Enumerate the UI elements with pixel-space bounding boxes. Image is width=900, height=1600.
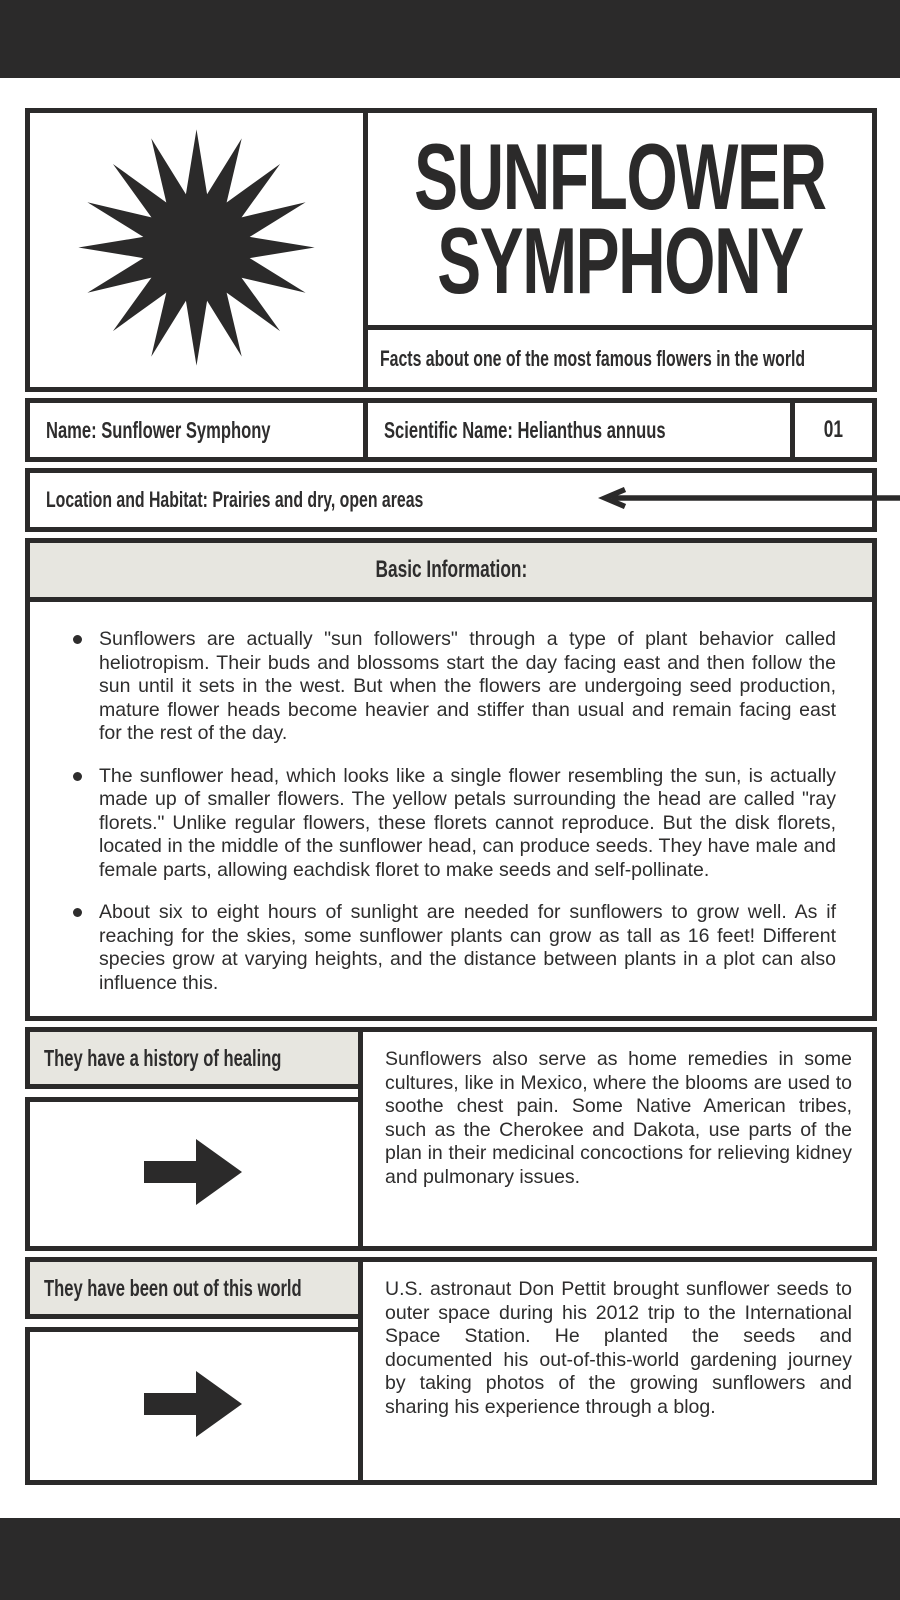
- arrow-right-icon: [142, 1365, 246, 1448]
- arrow-right-icon: [142, 1133, 246, 1216]
- section-space-left: [25, 1257, 363, 1485]
- basic-information-bar: [25, 538, 877, 602]
- section-healing: [25, 1027, 877, 1251]
- section-space-arrow-box: [25, 1327, 363, 1485]
- fact-bullet: The sunflower head, which looks like a single flower resembling the sun, is actually made up of smaller flowers. The yellow petals surrounding the head are called "ray florets." Unlike regular flowers, these florets cannot reproduce. But the disk florets, located in the middle of the sunflower head, can produce seeds. They have male and female parts, allowing eachdisk floret to make seeds and self-pollinate.: [72, 765, 836, 883]
- location-label: Location and Habitat: Prairies and dry, open areas: [46, 487, 424, 512]
- basic-information-heading: Basic Information:: [375, 556, 527, 583]
- page-title: [368, 113, 872, 325]
- location-row: [25, 468, 877, 532]
- section-healing-left: [25, 1027, 363, 1251]
- title-cell: [368, 113, 872, 387]
- title-line-1: SUNFLOWER: [414, 124, 826, 229]
- scientific-name-label: Scientific Name: Helianthus annuus: [384, 416, 666, 443]
- page-number-cell: [790, 403, 872, 457]
- page-number: 01: [823, 416, 844, 443]
- fact-bullet-list: [72, 628, 836, 995]
- bottom-band: [0, 1518, 900, 1600]
- arrow-left-icon: [598, 487, 900, 514]
- title-line-2: SYMPHONY: [437, 208, 803, 313]
- subtitle-bar: [368, 325, 872, 387]
- fact-bullet: About six to eight hours of sunlight are needed for sunflowers to grow well. As if reaching for the skies, some sunflower plants can grow as tall as 16 feet! Different species grow at varying heights, and the distance between plants in a plot can also influence this.: [72, 901, 836, 995]
- top-band: [0, 0, 900, 78]
- starburst-icon: [74, 125, 319, 375]
- section-healing-heading-box: [25, 1027, 363, 1089]
- subtitle-text: Facts about one of the most famous flowers in the world: [380, 345, 806, 371]
- name-label: Name: Sunflower Symphony: [46, 416, 271, 443]
- name-row: [25, 398, 877, 462]
- section-space-heading: They have been out of this world: [44, 1274, 302, 1301]
- header-section: [25, 108, 877, 392]
- section-healing-body: Sunflowers also serve as home remedies in some cultures, like in Mexico, where the blooms are used to soothe chest pain. Some Native American tribes, such as the Cherokee and Dakota, use parts of the plan in their medicinal concoctions for relieving kidney and pulmonary issues.: [358, 1027, 877, 1251]
- section-space-heading-box: [25, 1257, 363, 1319]
- fact-bullet: Sunflowers are actually "sun followers" through a type of plant behavior called heliotropism. Their buds and blossoms start the day facing east and then follow the sun until it sets in the west. But when the flowers are undergoing seed production, mature flower heads become heavier and stiffer than usual and remain facing east for the rest of the day.: [72, 628, 836, 746]
- section-space: [25, 1257, 877, 1485]
- section-space-body: U.S. astronaut Don Pettit brought sunflower seeds to outer space during his 2012 trip to the International Space Station. He planted the seeds and documented his out-of-this-world gardening journey by taking photos of the growing sunflowers and sharing his experience through a blog.: [358, 1257, 877, 1485]
- scientific-name-cell: [368, 403, 790, 457]
- basic-information-body: [25, 597, 877, 1021]
- section-healing-heading: They have a history of healing: [44, 1044, 282, 1071]
- starburst-cell: [30, 113, 368, 387]
- poster-content: [25, 108, 877, 1485]
- name-cell: [30, 403, 368, 457]
- section-healing-arrow-box: [25, 1097, 363, 1251]
